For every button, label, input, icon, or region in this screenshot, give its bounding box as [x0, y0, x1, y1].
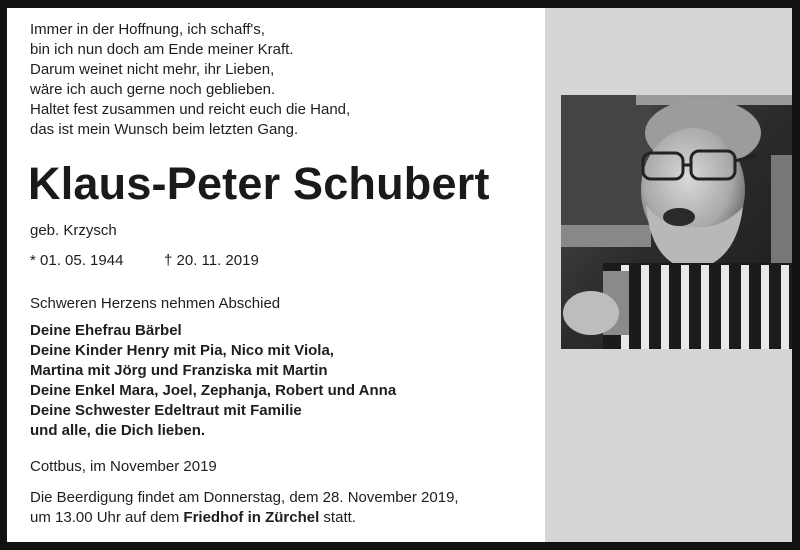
mourner-line: Deine Kinder Henry mit Pia, Nico mit Viola, [30, 342, 334, 359]
poem-line: wäre ich auch gerne noch geblieben. [30, 81, 276, 98]
funeral-time: um 13.00 Uhr auf dem [30, 509, 184, 526]
mourner-line: Martina mit Jörg und Franziska mit Martin [30, 362, 328, 379]
portrait-photo-icon [561, 95, 792, 349]
photo-panel [545, 8, 792, 542]
poem-line: bin ich nun doch am Ende meiner Kraft. [30, 41, 294, 58]
mourner-line: Deine Schwester Edeltraut mit Familie [30, 402, 302, 419]
text-column [22, 8, 542, 542]
poem-line: Haltet fest zusammen und reicht euch die Hand, [30, 101, 351, 118]
funeral-line-2 [30, 508, 459, 528]
poem [30, 20, 350, 140]
funeral-line-1: Die Beerdigung findet am Donnerstag, dem 28. November 2019, [30, 489, 459, 506]
birth-date: * 01. 05. 1944 [30, 252, 124, 269]
mourners-list [30, 321, 396, 441]
poem-line: Darum weinet nicht mehr, ihr Lieben, [30, 61, 275, 78]
poem-line: das ist mein Wunsch beim letzten Gang. [30, 121, 299, 138]
life-dates [30, 252, 259, 269]
deceased-name: Klaus-Peter Schubert [28, 158, 490, 209]
place-date: Cottbus, im November 2019 [30, 458, 217, 475]
funeral-info [30, 488, 459, 528]
mourner-line: Deine Enkel Mara, Joel, Zephanja, Robert und Anna [30, 382, 397, 399]
funeral-location: Friedhof in Zürchel [183, 509, 320, 526]
mourner-line: und alle, die Dich lieben. [30, 422, 206, 439]
mourner-line: Deine Ehefrau Bärbel [30, 322, 182, 339]
death-date: † 20. 11. 2019 [164, 252, 259, 269]
birth-name: geb. Krzysch [30, 222, 117, 239]
farewell-intro: Schweren Herzens nehmen Abschied [30, 295, 281, 312]
poem-line: Immer in der Hoffnung, ich schaff's, [30, 21, 265, 38]
funeral-suffix: statt. [319, 509, 356, 526]
